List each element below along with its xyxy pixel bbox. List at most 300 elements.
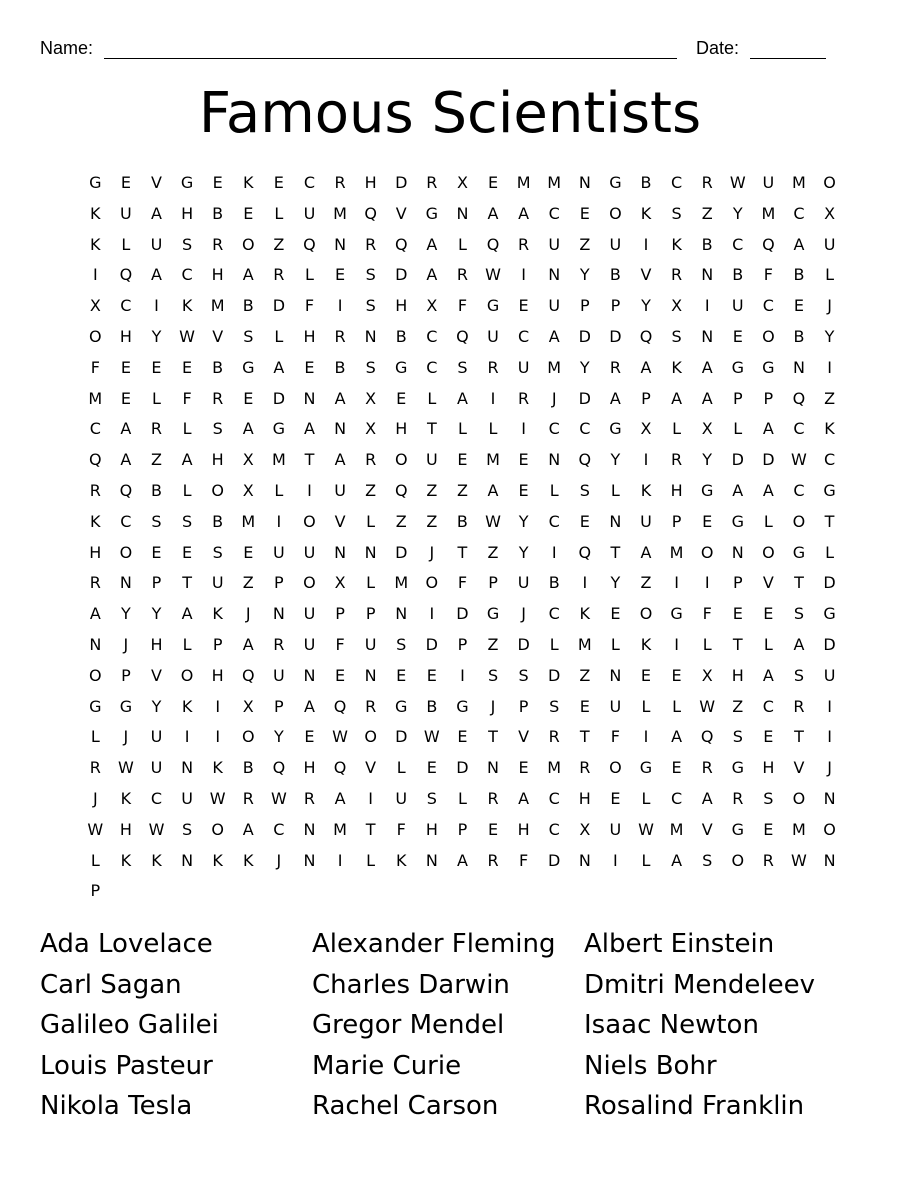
grid-letter[interactable]: N [731,542,744,562]
grid-letter[interactable]: B [609,265,621,285]
grid-letter[interactable]: D [395,173,408,192]
grid-letter[interactable]: O [394,450,408,470]
grid-letter[interactable]: E [457,727,468,747]
grid-letter[interactable]: A [518,203,530,223]
grid-letter[interactable]: N [364,665,377,685]
grid-letter[interactable]: L [488,419,498,439]
grid-letter[interactable]: G [639,758,653,778]
grid-letter[interactable]: A [487,203,499,223]
grid-letter[interactable]: C [518,326,530,346]
grid-letter[interactable]: Z [487,542,499,562]
date-blank-line[interactable] [750,58,826,59]
grid-letter[interactable]: C [548,819,560,839]
grid-letter[interactable]: F [519,850,529,870]
grid-letter[interactable]: A [762,480,774,500]
grid-letter[interactable]: V [701,819,713,839]
grid-letter[interactable]: W [423,727,440,747]
grid-letter[interactable]: D [823,573,836,593]
grid-letter[interactable]: E [487,173,499,192]
grid-letter[interactable]: E [243,542,254,562]
grid-letter[interactable]: K [181,296,193,316]
grid-letter[interactable]: L [672,696,682,716]
grid-letter[interactable]: R [212,234,224,254]
grid-letter[interactable]: G [89,173,102,192]
grid-letter[interactable]: I [337,850,343,870]
grid-letter[interactable]: E [671,665,682,685]
grid-letter[interactable]: E [579,203,590,223]
grid-letter[interactable]: H [211,265,224,285]
grid-letter[interactable]: U [640,511,652,531]
grid-letter[interactable]: E [151,357,162,377]
grid-letter[interactable]: E [426,665,437,685]
grid-letter[interactable]: N [119,573,132,593]
grid-letter[interactable]: Y [641,296,651,316]
grid-letter[interactable]: R [89,758,101,778]
grid-letter[interactable]: A [334,788,346,808]
grid-letter[interactable]: A [671,727,683,747]
grid-letter[interactable]: Q [394,480,408,500]
grid-letter[interactable]: N [548,265,561,285]
grid-letter[interactable]: M [547,357,562,377]
grid-letter[interactable]: N [701,326,714,346]
grid-letter[interactable]: A [487,480,499,500]
grid-letter[interactable]: S [793,665,805,685]
grid-letter[interactable]: E [182,542,193,562]
grid-letter[interactable]: B [640,173,652,192]
grid-letter[interactable]: A [701,357,713,377]
grid-letter[interactable]: K [120,788,132,808]
grid-letter[interactable]: V [151,665,162,685]
grid-letter[interactable]: A [732,480,744,500]
grid-letter[interactable]: T [794,727,804,747]
grid-letter[interactable]: X [334,573,346,593]
grid-letter[interactable]: M [792,819,806,839]
grid-letter[interactable]: K [212,758,223,778]
grid-letter[interactable]: U [120,203,132,223]
grid-letter[interactable]: R [89,480,101,500]
grid-letter[interactable]: U [303,542,316,562]
grid-letter[interactable]: L [90,727,100,747]
grid-letter[interactable]: H [303,758,316,778]
grid-letter[interactable]: P [732,388,743,408]
grid-letter[interactable]: L [610,634,620,654]
grid-letter[interactable]: Q [333,758,347,778]
grid-letter[interactable]: C [670,173,683,192]
grid-letter[interactable]: C [762,296,774,316]
grid-letter[interactable]: D [578,388,591,408]
grid-letter[interactable]: P [335,604,345,624]
grid-letter[interactable]: R [671,450,683,470]
grid-letter[interactable]: A [762,419,774,439]
grid-letter[interactable]: T [365,819,376,839]
grid-letter[interactable]: V [395,203,407,223]
grid-letter[interactable]: G [700,480,714,500]
grid-letter[interactable]: I [521,419,526,439]
grid-letter[interactable]: I [215,696,221,716]
grid-letter[interactable]: X [456,173,468,192]
grid-letter[interactable]: A [334,450,346,470]
grid-letter[interactable]: C [762,696,774,716]
grid-letter[interactable]: N [303,850,316,870]
grid-letter[interactable]: I [674,634,679,654]
grid-letter[interactable]: P [610,296,621,316]
grid-letter[interactable]: E [610,788,621,808]
grid-letter[interactable]: G [670,604,683,624]
grid-letter[interactable]: B [150,480,162,500]
grid-letter[interactable]: O [823,173,836,192]
grid-letter[interactable]: H [119,326,132,346]
grid-letter[interactable]: R [518,234,530,254]
grid-letter[interactable]: P [151,573,162,593]
grid-letter[interactable]: T [732,634,743,654]
grid-letter[interactable]: W [148,819,165,839]
grid-letter[interactable]: A [671,388,683,408]
grid-letter[interactable]: H [181,203,194,223]
grid-letter[interactable]: W [485,265,501,285]
grid-letter[interactable]: R [609,357,621,377]
grid-letter[interactable]: L [366,511,376,531]
grid-letter[interactable]: N [364,542,377,562]
grid-letter[interactable]: S [365,357,376,377]
grid-letter[interactable]: A [426,234,438,254]
grid-letter[interactable]: A [793,234,805,254]
grid-letter[interactable]: E [487,819,499,839]
grid-letter[interactable]: R [793,696,805,716]
grid-letter[interactable]: O [89,326,102,346]
grid-letter[interactable]: E [579,511,590,531]
grid-letter[interactable]: T [579,727,590,747]
grid-letter[interactable]: O [792,511,806,531]
grid-letter[interactable]: U [273,542,285,562]
grid-letter[interactable]: C [548,511,560,531]
grid-letter[interactable]: X [579,819,591,839]
grid-letter[interactable]: D [548,665,561,685]
grid-letter[interactable]: C [732,234,744,254]
grid-letter[interactable]: D [456,604,469,624]
grid-letter[interactable]: K [181,696,193,716]
grid-letter[interactable]: J [490,696,496,716]
grid-letter[interactable]: O [241,727,255,747]
grid-letter[interactable]: G [486,296,500,316]
grid-letter[interactable]: O [700,542,714,562]
grid-letter[interactable]: U [487,326,499,346]
grid-letter[interactable]: M [333,819,347,839]
grid-letter[interactable]: K [824,419,835,439]
grid-letter[interactable]: A [701,788,713,808]
grid-letter[interactable]: R [487,850,499,870]
grid-letter[interactable]: L [152,388,161,408]
grid-letter[interactable]: P [274,696,284,716]
grid-letter[interactable]: N [181,850,194,870]
grid-letter[interactable]: L [702,634,712,654]
grid-letter[interactable]: O [89,665,102,685]
grid-letter[interactable]: Z [365,480,377,500]
grid-letter[interactable]: H [211,450,224,470]
grid-letter[interactable]: W [179,326,195,346]
grid-letter[interactable]: D [731,450,744,470]
grid-letter[interactable]: I [337,296,343,316]
grid-letter[interactable]: C [150,788,163,808]
grid-letter[interactable]: R [150,419,163,439]
grid-letter[interactable]: B [395,326,407,346]
grid-letter[interactable]: B [242,296,254,316]
grid-letter[interactable]: O [762,542,775,562]
grid-letter[interactable]: R [518,388,530,408]
grid-letter[interactable]: J [827,296,832,316]
grid-letter[interactable]: N [823,788,836,808]
grid-letter[interactable]: A [426,265,438,285]
grid-letter[interactable]: K [671,357,682,377]
grid-letter[interactable]: N [303,819,316,839]
grid-letter[interactable]: U [823,234,836,254]
grid-letter[interactable]: X [242,450,254,470]
grid-letter[interactable]: I [307,480,312,500]
grid-letter[interactable]: I [460,665,465,685]
grid-letter[interactable]: Y [702,450,713,470]
grid-letter[interactable]: U [609,819,622,839]
grid-letter[interactable]: B [212,357,224,377]
grid-letter[interactable]: F [182,388,192,408]
grid-letter[interactable]: L [825,265,834,285]
grid-letter[interactable]: N [548,450,561,470]
grid-letter[interactable]: K [212,604,223,624]
name-blank-line[interactable] [104,58,677,59]
grid-letter[interactable]: A [456,388,468,408]
grid-letter[interactable]: A [181,450,193,470]
grid-letter[interactable]: E [763,727,774,747]
grid-letter[interactable]: H [395,419,408,439]
grid-letter[interactable]: H [119,819,132,839]
grid-letter[interactable]: M [241,511,256,531]
grid-letter[interactable]: N [395,604,408,624]
grid-letter[interactable]: C [548,788,560,808]
grid-letter[interactable]: M [210,296,225,316]
grid-letter[interactable]: T [426,419,437,439]
grid-letter[interactable]: E [671,758,682,778]
grid-letter[interactable]: K [120,850,132,870]
grid-letter[interactable]: H [670,480,683,500]
grid-letter[interactable]: R [334,173,346,192]
grid-letter[interactable]: U [609,696,622,716]
grid-letter[interactable]: E [702,511,713,531]
grid-letter[interactable]: P [579,296,590,316]
grid-letter[interactable]: P [274,573,284,593]
grid-letter[interactable]: A [701,388,713,408]
grid-letter[interactable]: G [395,357,408,377]
grid-letter[interactable]: Q [333,696,347,716]
grid-letter[interactable]: M [88,388,103,408]
grid-letter[interactable]: V [334,511,346,531]
grid-letter[interactable]: U [303,634,316,654]
grid-letter[interactable]: H [578,788,591,808]
grid-letter[interactable]: W [791,450,807,470]
grid-letter[interactable]: K [395,850,407,870]
grid-letter[interactable]: G [792,542,806,562]
grid-letter[interactable]: R [732,788,744,808]
grid-letter[interactable]: K [151,850,162,870]
grid-letter[interactable]: A [242,634,254,654]
grid-letter[interactable]: E [426,758,437,778]
grid-letter[interactable]: F [610,727,620,747]
grid-letter[interactable]: E [396,665,407,685]
grid-letter[interactable]: X [824,203,836,223]
grid-letter[interactable]: D [517,634,530,654]
grid-letter[interactable]: T [824,511,835,531]
grid-letter[interactable]: I [551,542,557,562]
grid-letter[interactable]: C [89,419,101,439]
grid-letter[interactable]: E [243,388,254,408]
grid-letter[interactable]: G [823,480,836,500]
grid-letter[interactable]: A [273,357,285,377]
grid-letter[interactable]: C [181,265,193,285]
grid-letter[interactable]: Q [303,234,316,254]
grid-letter[interactable]: L [733,419,743,439]
grid-letter[interactable]: L [304,265,314,285]
grid-letter[interactable]: E [763,604,774,624]
grid-letter[interactable]: U [303,203,316,223]
grid-letter[interactable]: I [704,573,710,593]
grid-letter[interactable]: U [334,480,346,500]
grid-letter[interactable]: E [518,296,529,316]
grid-letter[interactable]: S [243,326,254,346]
grid-letter[interactable]: I [429,604,435,624]
grid-letter[interactable]: X [365,419,377,439]
grid-letter[interactable]: K [243,173,254,192]
grid-letter[interactable]: R [242,788,254,808]
grid-letter[interactable]: L [274,326,284,346]
grid-letter[interactable]: P [90,881,101,901]
grid-letter[interactable]: N [823,850,836,870]
grid-letter[interactable]: D [395,265,408,285]
grid-letter[interactable]: G [731,819,744,839]
grid-letter[interactable]: O [241,234,255,254]
grid-letter[interactable]: E [732,326,743,346]
grid-letter[interactable]: N [456,203,469,223]
grid-letter[interactable]: A [640,542,652,562]
grid-letter[interactable]: K [579,604,591,624]
grid-letter[interactable]: C [548,604,560,624]
grid-letter[interactable]: G [272,419,286,439]
grid-letter[interactable]: Y [151,604,162,624]
grid-letter[interactable]: T [457,542,468,562]
grid-letter[interactable]: Q [119,265,133,285]
grid-letter[interactable]: S [518,665,529,685]
grid-letter[interactable]: F [457,573,468,593]
grid-letter[interactable]: S [763,788,774,808]
grid-letter[interactable]: G [731,357,744,377]
grid-letter[interactable]: Y [824,326,835,346]
grid-letter[interactable]: R [701,758,713,778]
grid-letter[interactable]: C [670,788,683,808]
grid-letter[interactable]: O [762,326,775,346]
grid-letter[interactable]: L [427,388,437,408]
grid-letter[interactable]: W [117,758,134,778]
grid-letter[interactable]: H [211,665,224,685]
grid-letter[interactable]: C [793,480,805,500]
grid-letter[interactable]: E [457,450,468,470]
grid-letter[interactable]: Y [273,727,284,747]
grid-letter[interactable]: O [211,819,224,839]
grid-letter[interactable]: W [87,819,104,839]
grid-letter[interactable]: P [121,665,131,685]
grid-letter[interactable]: D [578,326,591,346]
grid-letter[interactable]: G [395,696,408,716]
grid-letter[interactable]: L [90,850,100,870]
grid-letter[interactable]: C [579,419,591,439]
grid-letter[interactable]: L [457,419,467,439]
grid-letter[interactable]: H [364,173,377,192]
grid-letter[interactable]: L [825,542,834,562]
grid-letter[interactable]: U [273,665,285,685]
grid-letter[interactable]: C [548,203,560,223]
grid-letter[interactable]: P [457,634,468,654]
grid-letter[interactable]: Z [824,388,836,408]
grid-letter[interactable]: A [242,265,254,285]
grid-letter[interactable]: F [763,265,773,285]
grid-letter[interactable]: X [671,296,683,316]
grid-letter[interactable]: G [762,357,775,377]
grid-letter[interactable]: Y [151,696,162,716]
grid-letter[interactable]: F [335,634,345,654]
grid-letter[interactable]: Q [762,234,775,254]
grid-letter[interactable]: L [396,758,406,778]
grid-letter[interactable]: E [579,696,590,716]
grid-letter[interactable]: W [485,511,501,531]
grid-letter[interactable]: Q [486,234,500,254]
grid-letter[interactable]: C [303,173,316,192]
grid-letter[interactable]: U [517,573,530,593]
grid-letter[interactable]: B [732,265,744,285]
grid-letter[interactable]: X [242,480,254,500]
grid-letter[interactable]: A [548,326,560,346]
grid-letter[interactable]: G [731,758,744,778]
grid-letter[interactable]: A [456,850,468,870]
grid-letter[interactable]: Q [272,758,286,778]
grid-letter[interactable]: N [578,850,591,870]
grid-letter[interactable]: N [609,511,622,531]
grid-letter[interactable]: O [303,573,316,593]
grid-letter[interactable]: M [577,634,592,654]
grid-letter[interactable]: S [671,203,682,223]
grid-letter[interactable]: Z [151,450,162,470]
grid-letter[interactable]: A [242,419,254,439]
grid-letter[interactable]: E [182,357,193,377]
grid-letter[interactable]: S [671,326,682,346]
grid-letter[interactable]: K [640,480,652,500]
grid-letter[interactable]: A [762,665,774,685]
grid-letter[interactable]: J [276,850,282,870]
grid-letter[interactable]: D [548,850,561,870]
grid-letter[interactable]: E [334,265,346,285]
grid-letter[interactable]: B [426,696,438,716]
grid-letter[interactable]: R [426,173,438,192]
grid-letter[interactable]: I [643,727,649,747]
grid-letter[interactable]: N [303,665,316,685]
grid-letter[interactable]: E [610,604,621,624]
grid-letter[interactable]: L [366,573,376,593]
grid-letter[interactable]: Q [578,450,592,470]
grid-letter[interactable]: W [332,727,348,747]
grid-letter[interactable]: Z [395,511,407,531]
grid-letter[interactable]: U [150,758,163,778]
grid-letter[interactable]: Y [579,265,590,285]
grid-letter[interactable]: R [671,265,683,285]
grid-letter[interactable]: B [334,357,346,377]
grid-letter[interactable]: I [490,388,496,408]
grid-letter[interactable]: V [151,173,162,192]
grid-letter[interactable]: Q [119,480,133,500]
grid-letter[interactable]: O [180,665,194,685]
